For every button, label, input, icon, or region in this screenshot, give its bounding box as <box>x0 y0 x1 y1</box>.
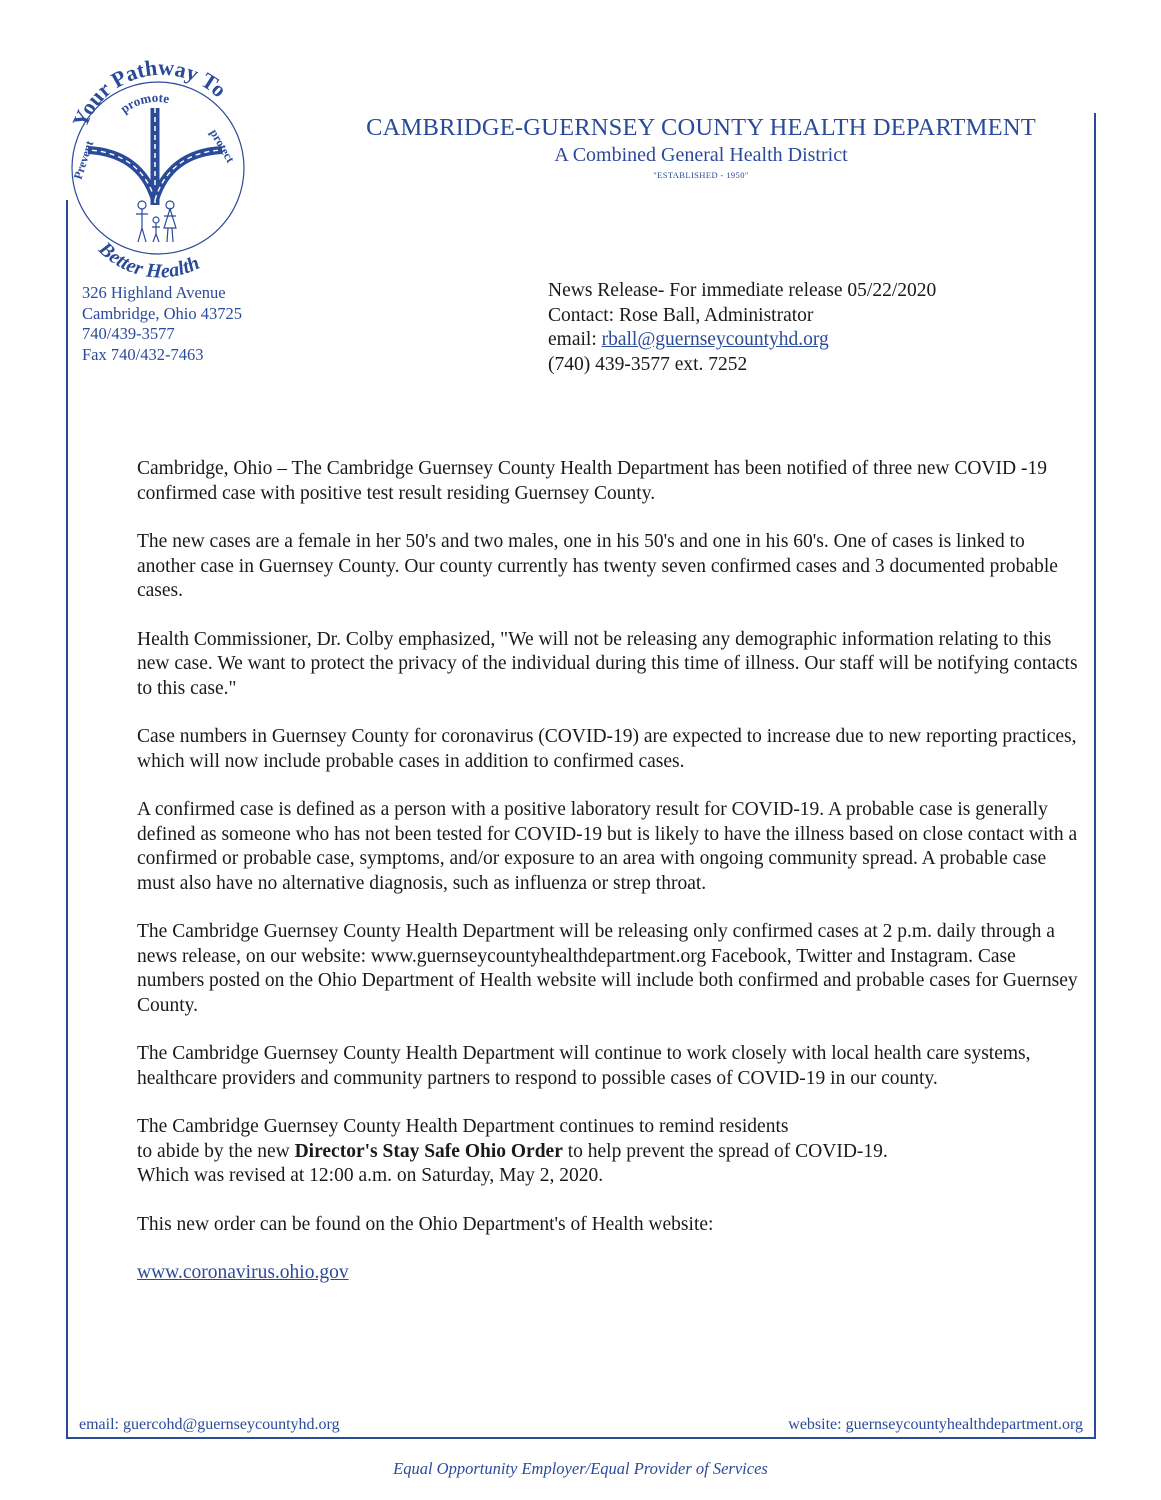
street-address: 326 Highland Avenue <box>82 283 226 302</box>
contact-phone: (740) 439-3577 ext. 7252 <box>548 353 748 375</box>
paragraph-8-line-1: The Cambridge Guernsey County Health Department continues to remind residents <box>137 1116 789 1137</box>
paragraph-3: Health Commissioner, Dr. Colby emphasized, "We will not be releasing any demographic information relating to this new case. We want to protect the privacy of the individual during this time of illness. Our staff will be notifying contacts to this case." <box>137 628 1078 699</box>
email-line <box>548 328 936 353</box>
paragraph-8-pre: to abide by the new <box>137 1140 295 1162</box>
footer-website: website: guernseycountyhealthdepartment.org <box>788 1416 1083 1433</box>
logo-promote-text: promote <box>117 89 171 117</box>
family-icon <box>136 201 176 242</box>
logo-prevent-text: Prevent <box>70 138 97 182</box>
fax-number: Fax 740/432-7463 <box>82 344 204 364</box>
city-address: Cambridge, Ohio 43725 <box>82 303 242 323</box>
paragraph-8 <box>137 1115 1087 1189</box>
phone-number: 740/439-3577 <box>82 324 175 343</box>
news-release-body <box>137 457 1087 1310</box>
department-subtitle: A Combined General Health District <box>554 144 848 166</box>
contact-line: Contact: Rose Ball, Administrator <box>548 304 814 326</box>
svg-text:Better Health <box>94 237 203 278</box>
footer-email: email: guercohd@guernseycountyhd.org <box>79 1416 340 1433</box>
contact-email-link[interactable]: rball@guernseycountyhd.org <box>601 329 829 350</box>
paragraph-8-line-3: Which was revised at 12:00 a.m. on Saturday, May 2, 2020. <box>137 1165 604 1186</box>
address-block <box>82 283 242 365</box>
letterhead <box>316 114 1086 182</box>
paragraph-4: Case numbers in Guernsey County for coronavirus (COVID-19) are expected to increase due to new reporting practices, which will now include probable cases in addition to confirmed cases. <box>137 726 1077 772</box>
frame-right-rule <box>1094 113 1096 1438</box>
order-name: Director's Stay Safe Ohio Order <box>294 1140 563 1162</box>
logo-top-text: Your Pathway To <box>67 60 232 131</box>
paragraph-6: The Cambridge Guernsey County Health Department will be releasing only confirmed cases at 2 p.m. daily through a news release, on our website: www.guernseycountyhealthdepartment.org Facebook, Twitter and Instagram. Case numbers posted on the Ohio Department of Health website will include both confirmed and probable cases for Guernsey County. <box>137 921 1078 1016</box>
established-note: "ESTABLISHED - 1950" <box>653 170 749 180</box>
email-label: email: <box>548 329 602 350</box>
frame-left-rule <box>66 200 68 1438</box>
department-name: CAMBRIDGE-GUERNSEY COUNTY HEALTH DEPARTMENT <box>366 114 1036 141</box>
road-icon <box>88 108 222 205</box>
coronavirus-website-link[interactable]: www.coronavirus.ohio.gov <box>137 1262 349 1283</box>
paragraph-9: This new order can be found on the Ohio Department's of Health website: <box>137 1213 714 1235</box>
paragraph-7: The Cambridge Guernsey County Health Department will continue to work closely with local health care systems, healthcare providers and community partners to respond to possible cases of COVID-19 in our county. <box>137 1043 1031 1089</box>
paragraph-8-post: to help prevent the spread of COVID-19. <box>562 1140 888 1162</box>
paragraph-5: A confirmed case is defined as a person with a positive laboratory result for COVID-19. A probable case is generally defined as someone who has not been tested for COVID-19 but is likely to have the illness based on close contact with a confirmed or probable case, symptoms, and/or exposure to an area with ongoing community spread. A probable case must also have no alternative diagnosis, such as influenza or strep throat. <box>137 799 1078 894</box>
paragraph-2: The new cases are a female in her 50's and two males, one in his 50's and one in his 60's. One of cases is linked to another case in Guernsey County. Our county currently has twenty seven confirmed cases and 3 documented probable cases. <box>137 531 1058 601</box>
equal-opportunity-statement: Equal Opportunity Employer/Equal Provider of Services <box>393 1459 768 1478</box>
contact-block <box>548 279 936 377</box>
health-department-logo <box>54 60 264 278</box>
svg-text:promote <box>117 90 170 116</box>
website-link-line <box>137 1261 1087 1286</box>
paragraph-1: Cambridge, Ohio – The Cambridge Guernsey County Health Department has been notified of three new COVID -19 confirmed case with positive test result residing Guernsey County. <box>137 458 1047 504</box>
logo-protect-text: protect <box>207 126 238 166</box>
frame-bottom-rule <box>66 1437 1096 1439</box>
release-line: News Release- For immediate release 05/22/2020 <box>548 280 937 301</box>
logo-bottom-text: Better Health <box>94 237 203 278</box>
